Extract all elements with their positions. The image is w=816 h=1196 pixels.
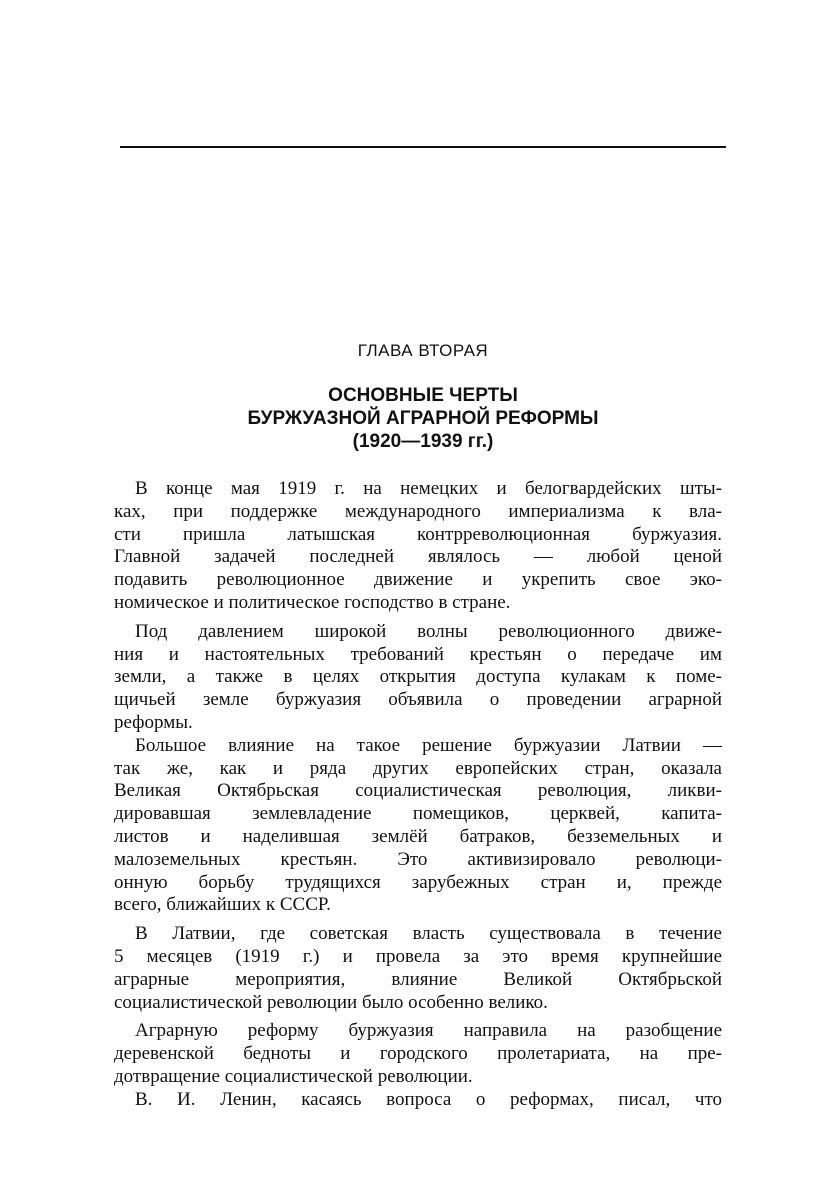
- text-line: 5 месяцев (1919 г.) и провела за это время крупнейшие: [114, 945, 722, 967]
- text-line: В Латвии, где советская власть существовала в течение: [135, 923, 722, 945]
- text-line: малоземельных крестьян. Это активизировало революци-: [114, 848, 722, 870]
- text-line: подавить революционное движение и укрепить свое эко-: [114, 569, 722, 591]
- text-line: ках, при поддержке международного империализма к вла-: [114, 500, 722, 522]
- chapter-label: ГЛАВА ВТОРАЯ: [357, 341, 489, 360]
- chapter-title: [120, 384, 726, 453]
- text-line: онную борьбу трудящихся зарубежных стран и, прежде: [114, 871, 722, 893]
- text-line: деревенской бедноты и городского пролетариата, на пре-: [114, 1043, 722, 1065]
- text-line: дотвращение социалистической революции.: [114, 1065, 473, 1087]
- text-line: всего, ближайших к СССР.: [114, 894, 331, 916]
- paragraph: [114, 1020, 722, 1088]
- text-line: социалистической революции было особенно велико.: [114, 991, 548, 1013]
- paragraph: [114, 1089, 722, 1112]
- chapter-title-line: (1920—1939 гг.): [352, 431, 494, 452]
- text-line: Великая Октябрьская социалистическая революция, ликви-: [114, 780, 722, 802]
- text-line: щичьей земле буржуазия объявила о проведении аграрной: [114, 689, 722, 711]
- chapter-title-line: ОСНОВНЫЕ ЧЕРТЫ: [328, 385, 518, 406]
- text-line: Большое влияние на такое решение буржуазии Латвии —: [135, 734, 722, 756]
- text-line: ния и настоятельных требований крестьян о передаче им: [114, 643, 722, 665]
- text-line: аграрные мероприятия, влияние Великой Октябрьской: [114, 968, 722, 990]
- text-line: Под давлением широкой волны революционного движе-: [135, 620, 722, 642]
- text-line: В. И. Ленин, касаясь вопроса о реформах, писал, что: [135, 1088, 722, 1110]
- text-line: В конце мая 1919 г. на немецких и белогвардейских шты-: [135, 478, 722, 499]
- text-line: листов и наделившая землёй батраков, безземельных и: [114, 825, 722, 847]
- text-line: земли, а также в целях открытия доступа кулакам к поме-: [114, 666, 722, 688]
- paragraph: [114, 923, 722, 1014]
- paragraph: [114, 621, 722, 735]
- text-line: дировавшая землевладение помещиков, церквей, капита-: [114, 803, 722, 825]
- text-line: реформы.: [114, 711, 193, 733]
- text-line: сти пришла латышская контрреволюционная буржуазия.: [114, 523, 722, 545]
- text-line: Главной задачей последней являлось — любой ценой: [114, 546, 722, 568]
- top-horizontal-rule: [120, 146, 726, 148]
- body-text: [114, 478, 722, 1112]
- chapter-title-line: БУРЖУАЗНОЙ АГРАРНОЙ РЕФОРМЫ: [247, 408, 599, 429]
- text-line: так же, как и ряда других европейских стран, оказала: [114, 757, 722, 779]
- paragraph: [114, 735, 722, 917]
- text-line: номическое и политическое господство в стране.: [114, 591, 511, 613]
- text-line: Аграрную реформу буржуазия направила на разобщение: [135, 1020, 722, 1042]
- paragraph: [114, 478, 722, 615]
